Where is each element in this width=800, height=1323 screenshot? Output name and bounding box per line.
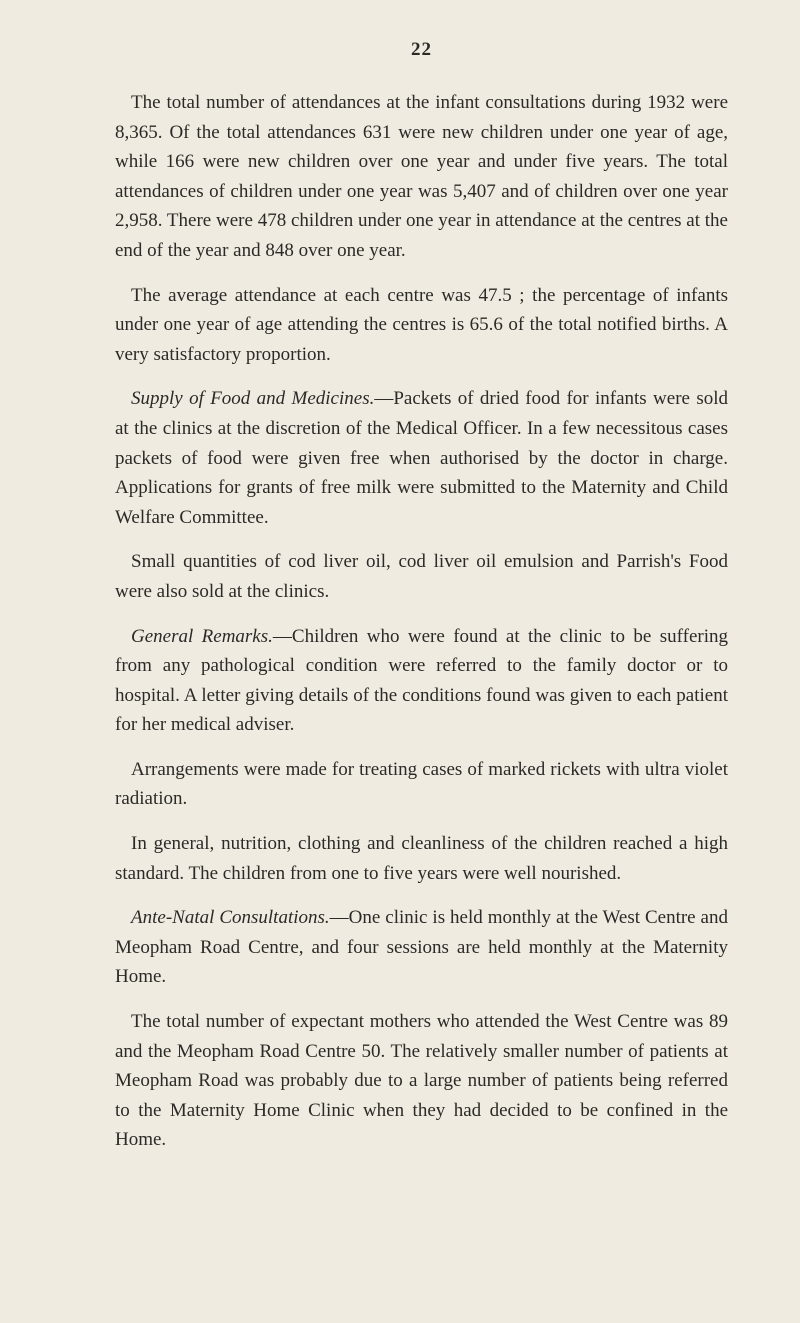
paragraph-supply-food-medicines (115, 384, 728, 532)
paragraph-cod-liver-oil (115, 547, 728, 606)
paragraph-average-attendance (115, 281, 728, 370)
paragraph-expectant-mothers (115, 1007, 728, 1155)
paragraph-text: The total number of expectant mothers who attended the West Centre was 89 and the Meopham Road Centre 50. The relatively smaller number of patients at Meopham Road was probably due to a large number of patients being referred to the Maternity Home Clinic when they had decided to be confined in the Home. (115, 1011, 728, 1151)
paragraph-general-remarks (115, 622, 728, 740)
paragraph-text: Arrangements were made for treating cases of marked rickets with ultra violet radiation. (115, 758, 728, 810)
page-number: 22 (411, 39, 432, 60)
paragraph-text: —One clinic is held monthly at the West Centre and Meopham Road Centre, and four sessions are held monthly at the Maternity Home. (115, 907, 728, 988)
paragraph-text: —Children who were found at the clinic to be suffering from any pathological condition were referred to the family doctor or to hospital. A letter giving details of the conditions found was given to each patient for her medical adviser. (115, 625, 728, 736)
paragraph-ante-natal (115, 903, 728, 992)
paragraph-rickets (115, 755, 728, 814)
section-heading-supply: Supply of Food and Medicines. (131, 388, 375, 410)
paragraph-text: Small quantities of cod liver oil, cod liver oil emulsion and Parrish's Food were also sold at the clinics. (115, 551, 728, 602)
section-heading-ante-natal: Ante-Natal Consultations. (131, 907, 330, 929)
paragraph-text: The average attendance at each centre was 47.5 ; the percentage of infants under one year of age attending the centres is 65.6 of the total notified births. A very satisfactory proportion. (115, 284, 728, 365)
paragraph-nutrition (115, 829, 728, 888)
paragraph-text: In general, nutrition, clothing and cleanliness of the children reached a high standard. The children from one to five years were well nourished. (115, 833, 728, 884)
section-heading-general-remarks: General Remarks. (131, 625, 273, 647)
body-text (115, 88, 728, 1155)
paragraph-text: —Packets of dried food for infants were sold at the clinics at the discretion of the Medical Officer. In a few necessitous cases packets of food were given free when authorised by the doctor in charge. Applications for grants of free milk were submitted to the Maternity and Child Welfare Committee. (115, 388, 728, 528)
paragraph-text: The total number of attendances at the infant consultations during 1932 were 8,365. Of the total attendances 631 were new children under one year of age, while 166 were new children over one year and under five years. The total attendances of children under one year was 5,407 and of children over one year 2,958. There were 478 children under one year in attendance at the centres at the end of the year and 848 over one year. (115, 92, 728, 261)
paragraph-infant-attendances (115, 88, 728, 266)
